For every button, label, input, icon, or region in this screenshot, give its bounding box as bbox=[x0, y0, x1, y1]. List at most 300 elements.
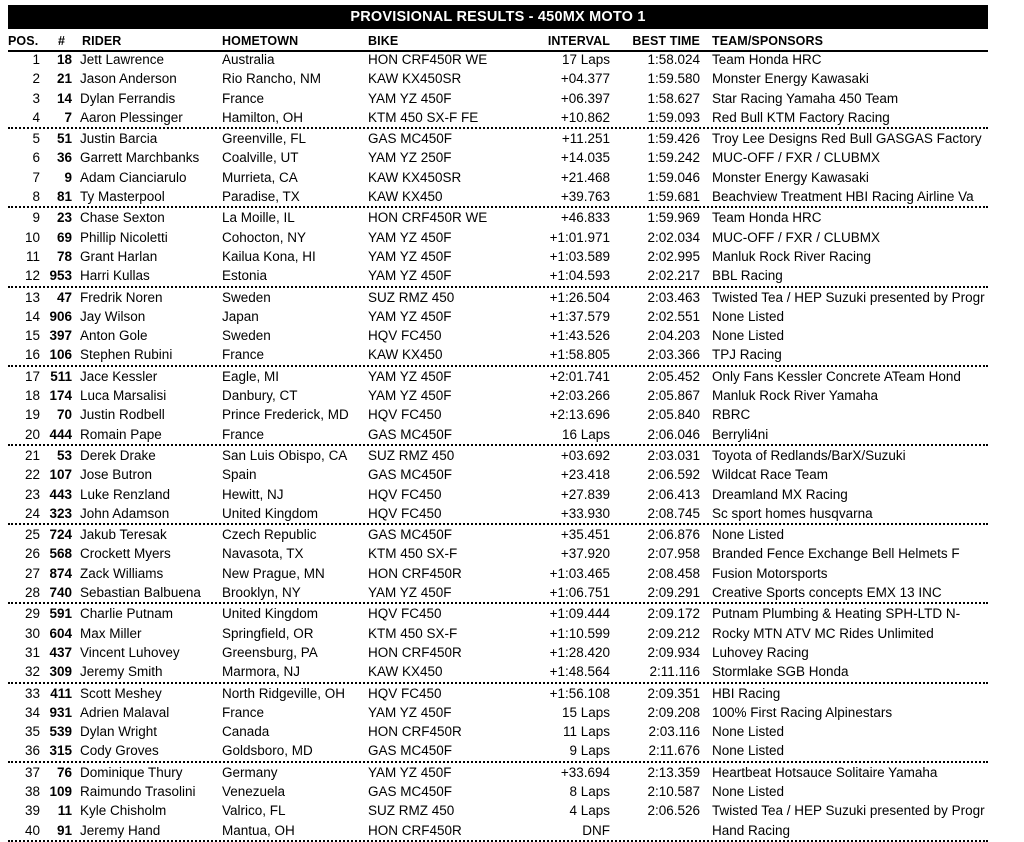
cell-number: 47 bbox=[56, 289, 72, 305]
cell-interval: 16 Laps bbox=[561, 426, 610, 442]
table-body bbox=[0, 50, 1024, 842]
table-row[interactable] bbox=[0, 703, 1024, 722]
cell-team: Monster Energy Kawasaki bbox=[712, 169, 869, 185]
cell-interval: +46.833 bbox=[560, 210, 610, 226]
table-row[interactable] bbox=[0, 266, 1024, 285]
cell-bike: HQV FC450 bbox=[368, 685, 442, 701]
cell-rider: John Adamson bbox=[80, 505, 170, 521]
table-row[interactable] bbox=[0, 386, 1024, 405]
cell-number: 511 bbox=[50, 368, 72, 384]
cell-rider: Stephen Rubini bbox=[80, 347, 173, 363]
table-row[interactable] bbox=[0, 801, 1024, 820]
cell-pos: 30 bbox=[24, 625, 40, 641]
cell-best-time: 1:59.426 bbox=[647, 131, 700, 147]
cell-pos: 9 bbox=[32, 210, 40, 226]
results-table bbox=[0, 33, 1024, 842]
cell-hometown: La Moille, IL bbox=[222, 210, 295, 226]
cell-interval: +1:06.751 bbox=[549, 585, 610, 601]
cell-number: 323 bbox=[49, 505, 72, 521]
cell-bike: YAM YZ 450F bbox=[368, 308, 452, 324]
table-row[interactable] bbox=[0, 129, 1024, 148]
cell-team: Creative Sports concepts EMX 13 INC bbox=[712, 585, 942, 601]
cell-interval: +06.397 bbox=[560, 90, 610, 106]
column-header-bike: BIKE bbox=[368, 34, 399, 48]
cell-number: 81 bbox=[56, 189, 72, 205]
cell-pos: 29 bbox=[24, 606, 40, 622]
cell-best-time: 2:03.366 bbox=[647, 347, 700, 363]
cell-pos: 39 bbox=[24, 803, 40, 819]
cell-hometown: France bbox=[222, 347, 265, 363]
cell-hometown: France bbox=[222, 426, 265, 442]
cell-team: Sc sport homes husqvarna bbox=[712, 505, 873, 521]
cell-bike: YAM YZ 450F bbox=[368, 268, 452, 284]
cell-pos: 5 bbox=[32, 131, 40, 147]
table-row[interactable] bbox=[0, 108, 1024, 127]
cell-number: 18 bbox=[56, 52, 72, 67]
cell-interval: +1:03.465 bbox=[549, 565, 610, 581]
cell-best-time: 2:03.116 bbox=[648, 724, 700, 740]
cell-pos: 27 bbox=[24, 565, 40, 581]
cell-interval: +27.839 bbox=[560, 486, 610, 502]
cell-bike: KAW KX450SR bbox=[368, 71, 462, 87]
cell-pos: 36 bbox=[24, 743, 40, 759]
cell-pos: 19 bbox=[24, 407, 40, 423]
cell-best-time: 2:09.934 bbox=[647, 644, 700, 660]
cell-best-time: 2:03.463 bbox=[647, 289, 700, 305]
table-row[interactable] bbox=[0, 465, 1024, 484]
column-header-hometown: HOMETOWN bbox=[222, 34, 299, 48]
cell-hometown: Canada bbox=[222, 724, 270, 740]
cell-best-time: 2:07.958 bbox=[647, 546, 700, 562]
cell-best-time: 2:09.351 bbox=[647, 685, 700, 701]
cell-interval: +1:01.971 bbox=[549, 229, 610, 245]
cell-bike: YAM YZ 450F bbox=[368, 704, 452, 720]
cell-rider: Garrett Marchbanks bbox=[80, 150, 200, 166]
cell-bike: GAS MC450F bbox=[368, 783, 453, 799]
cell-rider: Jason Anderson bbox=[80, 71, 177, 87]
cell-pos: 4 bbox=[32, 109, 40, 125]
table-row[interactable] bbox=[0, 228, 1024, 247]
cell-best-time: 2:02.551 bbox=[647, 308, 700, 324]
cell-team: Troy Lee Designs Red Bull GASGAS Factory bbox=[712, 131, 982, 147]
cell-rider: Luca Marsalisi bbox=[80, 388, 167, 404]
cell-pos: 13 bbox=[24, 289, 40, 305]
cell-interval: 8 Laps bbox=[569, 783, 610, 799]
table-row[interactable] bbox=[0, 345, 1024, 364]
cell-bike: YAM YZ 450F bbox=[368, 229, 452, 245]
cell-number: 724 bbox=[49, 527, 72, 543]
cell-hometown: Estonia bbox=[222, 268, 268, 284]
cell-hometown: Eagle, MI bbox=[222, 368, 280, 384]
cell-number: 36 bbox=[56, 150, 72, 166]
cell-rider: Cody Groves bbox=[80, 743, 159, 759]
cell-team: MUC-OFF / FXR / CLUBMX bbox=[712, 229, 880, 245]
cell-number: 591 bbox=[49, 606, 72, 622]
table-row[interactable] bbox=[0, 604, 1024, 623]
cell-number: 568 bbox=[49, 546, 72, 562]
cell-pos: 2 bbox=[32, 71, 40, 87]
cell-bike: KAW KX450 bbox=[368, 347, 443, 363]
cell-number: 604 bbox=[49, 625, 72, 641]
cell-team: Team Honda HRC bbox=[712, 52, 822, 67]
cell-rider: Ty Masterpool bbox=[80, 189, 165, 205]
cell-number: 106 bbox=[49, 347, 72, 363]
cell-rider: Harri Kullas bbox=[80, 268, 150, 284]
cell-pos: 38 bbox=[24, 783, 40, 799]
cell-hometown: Mantua, OH bbox=[222, 822, 295, 838]
cell-bike: YAM YZ 450F bbox=[368, 248, 452, 264]
cell-bike: HON CRF450R WE bbox=[368, 210, 488, 226]
table-row[interactable] bbox=[0, 821, 1024, 840]
cell-hometown: Sweden bbox=[222, 328, 271, 344]
table-row[interactable] bbox=[0, 50, 1024, 69]
cell-team: Hand Racing bbox=[712, 822, 791, 838]
cell-rider: Jakub Teresak bbox=[80, 527, 167, 543]
cell-best-time: 2:05.867 bbox=[647, 388, 700, 404]
table-row[interactable] bbox=[0, 564, 1024, 583]
table-row[interactable] bbox=[0, 504, 1024, 523]
cell-rider: Justin Rodbell bbox=[80, 407, 165, 423]
cell-bike: HON CRF450R bbox=[368, 644, 462, 660]
cell-number: 7 bbox=[64, 109, 72, 125]
cell-best-time: 2:09.208 bbox=[647, 704, 700, 720]
cell-interval: +2:03.266 bbox=[549, 388, 610, 404]
cell-team: Toyota of Redlands/BarX/Suzuki bbox=[712, 447, 906, 463]
cell-pos: 23 bbox=[24, 486, 40, 502]
cell-pos: 18 bbox=[24, 388, 40, 404]
cell-bike: HON CRF450R bbox=[368, 822, 462, 838]
cell-number: 906 bbox=[49, 308, 72, 324]
cell-bike: YAM YZ 450F bbox=[368, 388, 452, 404]
cell-team: RBRC bbox=[712, 407, 751, 423]
cell-team: None Listed bbox=[712, 328, 785, 344]
table-row[interactable] bbox=[0, 763, 1024, 782]
cell-best-time: 1:59.681 bbox=[647, 189, 700, 205]
cell-rider: Jose Butron bbox=[80, 467, 153, 483]
cell-rider: Raimundo Trasolini bbox=[80, 783, 196, 799]
table-row[interactable] bbox=[0, 69, 1024, 88]
cell-interval: +1:56.108 bbox=[549, 685, 610, 701]
cell-interval: +2:13.696 bbox=[549, 407, 610, 423]
cell-hometown: Hamilton, OH bbox=[222, 109, 304, 125]
cell-team: Luhovey Racing bbox=[712, 644, 809, 660]
cell-number: 315 bbox=[49, 743, 72, 759]
table-row[interactable] bbox=[0, 544, 1024, 563]
table-row[interactable] bbox=[0, 307, 1024, 326]
cell-hometown: United Kingdom bbox=[222, 606, 319, 622]
cell-bike: HQV FC450 bbox=[368, 328, 442, 344]
cell-hometown: Hewitt, NJ bbox=[222, 486, 284, 502]
cell-number: 76 bbox=[56, 764, 72, 780]
cell-team: Heartbeat Hotsauce Solitaire Yamaha bbox=[712, 764, 938, 780]
cell-number: 9 bbox=[64, 169, 72, 185]
cell-team: HBI Racing bbox=[712, 685, 781, 701]
cell-hometown: Spain bbox=[222, 467, 257, 483]
cell-hometown: New Prague, MN bbox=[222, 565, 325, 581]
cell-hometown: Kailua Kona, HI bbox=[222, 248, 316, 264]
cell-hometown: North Ridgeville, OH bbox=[222, 685, 346, 701]
table-row[interactable] bbox=[0, 684, 1024, 703]
table-row[interactable] bbox=[0, 643, 1024, 662]
cell-number: 740 bbox=[49, 585, 72, 601]
cell-hometown: Goldsboro, MD bbox=[222, 743, 313, 759]
cell-interval: +1:28.420 bbox=[549, 644, 610, 660]
cell-pos: 25 bbox=[24, 527, 40, 543]
cell-hometown: Rio Rancho, NM bbox=[222, 71, 322, 87]
results-title-bar bbox=[8, 5, 988, 29]
cell-team: TPJ Racing bbox=[712, 347, 782, 363]
cell-bike: YAM YZ 450F bbox=[368, 585, 452, 601]
table-row[interactable] bbox=[0, 525, 1024, 544]
column-header-interval: INTERVAL bbox=[547, 34, 610, 48]
cell-number: 21 bbox=[56, 71, 72, 87]
cell-best-time: 1:59.093 bbox=[647, 109, 700, 125]
cell-pos: 35 bbox=[24, 724, 40, 740]
column-header-rider: RIDER bbox=[82, 34, 122, 48]
cell-bike: YAM YZ 450F bbox=[368, 368, 452, 384]
cell-pos: 8 bbox=[32, 189, 40, 205]
table-row[interactable] bbox=[0, 722, 1024, 741]
cell-bike: YAM YZ 450F bbox=[368, 764, 452, 780]
cell-hometown: Murrieta, CA bbox=[222, 169, 298, 185]
cell-rider: Justin Barcia bbox=[80, 131, 158, 147]
cell-number: 874 bbox=[49, 565, 72, 581]
cell-best-time: 2:08.745 bbox=[647, 505, 700, 521]
cell-hometown: Valrico, FL bbox=[222, 803, 286, 819]
cell-interval: DNF bbox=[582, 822, 610, 838]
cell-rider: Luke Renzland bbox=[80, 486, 171, 502]
cell-best-time: 2:10.587 bbox=[647, 783, 700, 799]
cell-interval: +23.418 bbox=[560, 467, 610, 483]
cell-interval: +1:10.599 bbox=[549, 625, 610, 641]
cell-best-time: 2:06.046 bbox=[647, 426, 700, 442]
cell-team: Dreamland MX Racing bbox=[712, 486, 848, 502]
cell-team: Star Racing Yamaha 450 Team bbox=[712, 90, 899, 106]
cell-number: 397 bbox=[49, 328, 72, 344]
cell-hometown: Venezuela bbox=[222, 783, 286, 799]
cell-rider: Grant Harlan bbox=[80, 248, 158, 264]
cell-hometown: Paradise, TX bbox=[222, 189, 300, 205]
cell-team: Twisted Tea / HEP Suzuki presented by Progr bbox=[712, 803, 985, 819]
cell-rider: Jeremy Hand bbox=[80, 822, 161, 838]
cell-rider: Vincent Luhovey bbox=[80, 644, 180, 660]
cell-pos: 31 bbox=[24, 644, 40, 660]
cell-team: Berryli4ni bbox=[712, 426, 769, 442]
cell-pos: 14 bbox=[24, 308, 40, 324]
cell-interval: +35.451 bbox=[560, 527, 610, 543]
cell-rider: Fredrik Noren bbox=[80, 289, 163, 305]
table-row[interactable] bbox=[0, 208, 1024, 227]
cell-rider: Adam Cianciarulo bbox=[80, 169, 187, 185]
cell-best-time: 1:59.046 bbox=[647, 169, 700, 185]
cell-interval: 15 Laps bbox=[561, 704, 610, 720]
cell-team: None Listed bbox=[712, 724, 785, 740]
cell-rider: Aaron Plessinger bbox=[80, 109, 183, 125]
cell-hometown: Germany bbox=[222, 764, 278, 780]
cell-best-time: 2:02.217 bbox=[647, 268, 700, 284]
cell-best-time: 2:06.592 bbox=[647, 467, 700, 483]
cell-pos: 11 bbox=[25, 248, 40, 264]
cell-interval: +1:37.579 bbox=[549, 308, 610, 324]
cell-rider: Chase Sexton bbox=[80, 210, 165, 226]
cell-rider: Jace Kessler bbox=[80, 368, 158, 384]
cell-interval: +1:09.444 bbox=[549, 606, 610, 622]
cell-interval: +1:58.805 bbox=[549, 347, 610, 363]
cell-number: 443 bbox=[49, 486, 72, 502]
cell-bike: YAM YZ 250F bbox=[368, 150, 452, 166]
cell-number: 539 bbox=[49, 724, 72, 740]
page-title: PROVISIONAL RESULTS - 450MX MOTO 1 bbox=[350, 9, 646, 25]
cell-best-time: 2:13.359 bbox=[647, 764, 700, 780]
cell-number: 444 bbox=[49, 426, 72, 442]
table-row[interactable] bbox=[0, 782, 1024, 801]
cell-rider: Phillip Nicoletti bbox=[80, 229, 168, 245]
cell-team: Monster Energy Kawasaki bbox=[712, 71, 869, 87]
cell-team: None Listed bbox=[712, 527, 785, 543]
cell-number: 174 bbox=[49, 388, 72, 404]
cell-number: 14 bbox=[56, 90, 72, 106]
cell-hometown: Prince Frederick, MD bbox=[222, 407, 349, 423]
cell-team: Putnam Plumbing & Heating SPH-LTD N- bbox=[712, 606, 961, 622]
cell-number: 53 bbox=[56, 447, 72, 463]
cell-team: 100% First Racing Alpinestars bbox=[712, 704, 893, 720]
cell-rider: Dominique Thury bbox=[80, 764, 183, 780]
cell-pos: 7 bbox=[32, 169, 40, 185]
cell-hometown: Greenville, FL bbox=[222, 131, 307, 147]
cell-team: Team Honda HRC bbox=[712, 210, 822, 226]
cell-pos: 28 bbox=[24, 585, 40, 601]
cell-rider: Anton Gole bbox=[80, 328, 148, 344]
cell-bike: SUZ RMZ 450 bbox=[368, 289, 455, 305]
table-row[interactable] bbox=[0, 624, 1024, 643]
cell-best-time: 1:58.024 bbox=[647, 52, 700, 67]
cell-rider: Dylan Ferrandis bbox=[80, 90, 176, 106]
cell-bike: GAS MC450F bbox=[368, 131, 453, 147]
table-row[interactable] bbox=[0, 367, 1024, 386]
table-row[interactable] bbox=[0, 148, 1024, 167]
cell-rider: Crockett Myers bbox=[80, 546, 171, 562]
column-header-pos: POS. bbox=[8, 34, 39, 48]
cell-team: None Listed bbox=[712, 308, 785, 324]
table-row[interactable] bbox=[0, 89, 1024, 108]
cell-bike: GAS MC450F bbox=[368, 467, 453, 483]
cell-best-time: 1:59.580 bbox=[647, 71, 700, 87]
cell-team: Beachview Treatment HBI Racing Airline Va bbox=[712, 189, 974, 205]
cell-bike: HQV FC450 bbox=[368, 486, 442, 502]
table-row[interactable] bbox=[0, 288, 1024, 307]
cell-interval: 17 Laps bbox=[561, 52, 610, 67]
cell-bike: KTM 450 SX-F bbox=[368, 625, 458, 641]
cell-pos: 15 bbox=[24, 328, 40, 344]
cell-best-time: 2:05.452 bbox=[647, 368, 700, 384]
cell-pos: 16 bbox=[24, 347, 40, 363]
cell-interval: 4 Laps bbox=[569, 803, 610, 819]
cell-interval: +39.763 bbox=[560, 189, 610, 205]
table-row[interactable] bbox=[0, 425, 1024, 444]
cell-hometown: France bbox=[222, 90, 265, 106]
cell-team: Rocky MTN ATV MC Rides Unlimited bbox=[712, 625, 934, 641]
cell-interval: +14.035 bbox=[560, 150, 610, 166]
cell-number: 437 bbox=[49, 644, 72, 660]
cell-team: None Listed bbox=[712, 743, 785, 759]
table-row[interactable] bbox=[0, 168, 1024, 187]
cell-pos: 21 bbox=[24, 447, 40, 463]
cell-bike: GAS MC450F bbox=[368, 426, 453, 442]
table-row[interactable] bbox=[0, 446, 1024, 465]
cell-number: 411 bbox=[50, 685, 72, 701]
cell-rider: Dylan Wright bbox=[80, 724, 158, 740]
cell-team: Branded Fence Exchange Bell Helmets F bbox=[712, 546, 960, 562]
cell-hometown: Marmora, NJ bbox=[222, 664, 301, 680]
cell-best-time: 2:02.995 bbox=[647, 248, 700, 264]
cell-bike: KAW KX450 bbox=[368, 189, 443, 205]
cell-bike: SUZ RMZ 450 bbox=[368, 803, 455, 819]
cell-interval: +1:48.564 bbox=[549, 664, 610, 680]
table-row[interactable] bbox=[0, 485, 1024, 504]
cell-bike: YAM YZ 450F bbox=[368, 90, 452, 106]
cell-team: Red Bull KTM Factory Racing bbox=[712, 109, 890, 125]
cell-rider: Jay Wilson bbox=[80, 308, 146, 324]
table-row[interactable] bbox=[0, 326, 1024, 345]
cell-rider: Jett Lawrence bbox=[80, 52, 165, 67]
table-row[interactable] bbox=[0, 187, 1024, 206]
table-row[interactable] bbox=[0, 583, 1024, 602]
cell-best-time: 2:02.034 bbox=[647, 229, 700, 245]
cell-interval: +04.377 bbox=[560, 71, 610, 87]
cell-best-time: 2:08.458 bbox=[647, 565, 700, 581]
cell-hometown: Navasota, TX bbox=[222, 546, 304, 562]
cell-bike: GAS MC450F bbox=[368, 743, 453, 759]
cell-pos: 3 bbox=[32, 90, 40, 106]
cell-pos: 17 bbox=[24, 368, 40, 384]
cell-bike: KTM 450 SX-F bbox=[368, 546, 458, 562]
cell-number: 51 bbox=[56, 131, 72, 147]
cell-hometown: Australia bbox=[222, 52, 275, 67]
cell-best-time: 2:06.876 bbox=[647, 527, 700, 543]
cell-bike: SUZ RMZ 450 bbox=[368, 447, 455, 463]
cell-hometown: Coalville, UT bbox=[222, 150, 299, 166]
cell-pos: 26 bbox=[24, 546, 40, 562]
cell-team: Twisted Tea / HEP Suzuki presented by Progr bbox=[712, 289, 985, 305]
cell-number: 107 bbox=[49, 467, 72, 483]
cell-bike: KAW KX450SR bbox=[368, 169, 462, 185]
cell-interval: +1:03.589 bbox=[549, 248, 610, 264]
cell-hometown: Japan bbox=[222, 308, 259, 324]
cell-interval: +10.862 bbox=[560, 109, 610, 125]
cell-bike: HQV FC450 bbox=[368, 606, 442, 622]
table-row[interactable] bbox=[0, 741, 1024, 760]
cell-interval: +21.468 bbox=[560, 169, 610, 185]
column-header-number: # bbox=[58, 34, 66, 48]
cell-team: Only Fans Kessler Concrete ATeam Hond bbox=[712, 368, 961, 384]
cell-bike: HQV FC450 bbox=[368, 505, 442, 521]
table-row[interactable] bbox=[0, 405, 1024, 424]
cell-pos: 1 bbox=[32, 52, 40, 67]
cell-interval: +33.930 bbox=[560, 505, 610, 521]
cell-hometown: Greensburg, PA bbox=[222, 644, 318, 660]
cell-bike: HON CRF450R WE bbox=[368, 52, 488, 67]
cell-rider: Charlie Putnam bbox=[80, 606, 174, 622]
cell-best-time: 2:11.116 bbox=[649, 664, 700, 680]
table-row[interactable] bbox=[0, 247, 1024, 266]
cell-best-time: 1:59.969 bbox=[647, 210, 700, 226]
table-row[interactable] bbox=[0, 662, 1024, 681]
cell-hometown: Czech Republic bbox=[222, 527, 317, 543]
cell-hometown: Springfield, OR bbox=[222, 625, 314, 641]
cell-interval: +1:43.526 bbox=[549, 328, 610, 344]
cell-pos: 24 bbox=[24, 505, 40, 521]
cell-pos: 40 bbox=[24, 822, 40, 838]
